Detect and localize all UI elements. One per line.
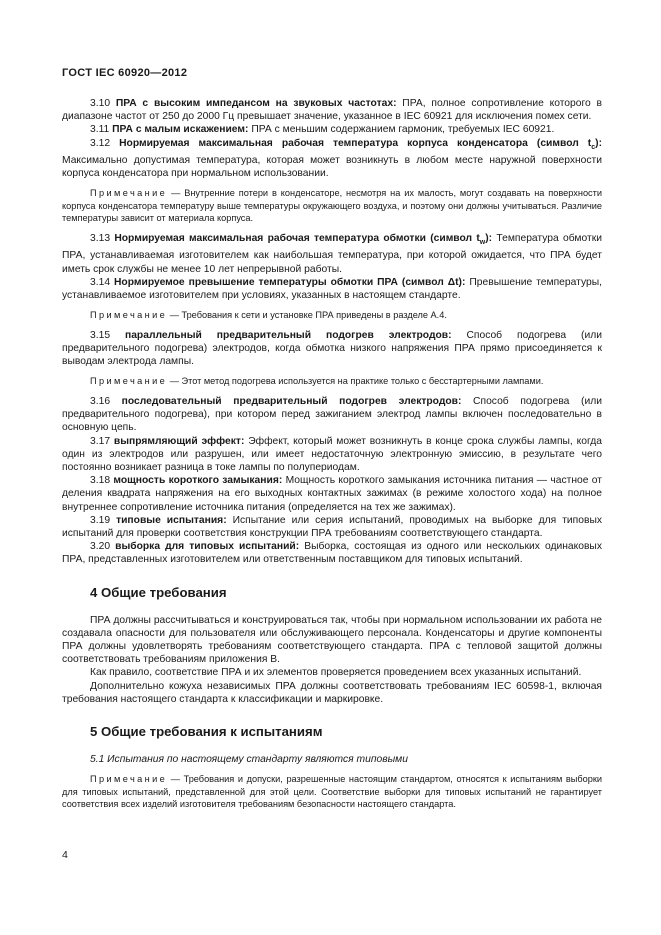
section-5-title: 5 Общие требования к испытаниям bbox=[90, 723, 323, 739]
note-5-1 bbox=[62, 773, 602, 811]
clause-3-14 bbox=[62, 276, 602, 302]
clause-number: 3.11 bbox=[90, 124, 110, 136]
clause-3-19 bbox=[62, 514, 602, 540]
clause-term: Нормируемая максимальная рабочая температура обмотки (символ $t_w$): bbox=[114, 233, 493, 247]
note-text: — Требования и допуски, разрешенные настоящим стандартом, относятся к испытаниям выборки для типовых испытаний, представленной для этой цели. Соответствие выборки для типовых испытаний не гарантирует соответствия всех изделий изготовителя требованиям безопасности настоящего стандарта. bbox=[62, 774, 602, 810]
note-3-15 bbox=[62, 375, 602, 388]
clause-term: Нормируемая максимальная рабочая температура корпуса конденсатора (символ $t_c$): bbox=[119, 137, 602, 151]
clause-text: ПРА с меньшим содержанием гармоник, требуемых IEC 60921. bbox=[248, 124, 555, 136]
clause-term: ПРА с высоким импедансом на звуковых частотах: bbox=[115, 98, 397, 109]
clause-3-12 bbox=[62, 137, 602, 181]
clause-text: Выборка, состоящая из одного или нескольких одинаковых ПРА, представленных изготовителем или ответственным поставщиком для типовых испытаний. bbox=[62, 541, 602, 566]
clause-3-15 bbox=[62, 329, 602, 369]
clause-3-20 bbox=[62, 540, 602, 566]
note-label: Примечание bbox=[90, 310, 168, 321]
page-number: 4 bbox=[62, 849, 68, 861]
clause-text: Максимально допустимая температура, которая может возникнуть в любом месте наружной поверхности корпуса конденсатора при нормальном использовании. bbox=[62, 154, 602, 180]
clause-term: типовые испытания: bbox=[116, 514, 227, 526]
clause-number: 3.18 bbox=[90, 475, 111, 487]
section-4-paragraph-3: Дополнительно кожуха независимых ПРА должны соответствовать требованиям IEC 60598-1, включая требования настоящего стандарта к классификации и маркировке. bbox=[62, 680, 602, 705]
clause-term: параллельный предварительный подогрев электродов: bbox=[124, 329, 452, 341]
clause-number: 3.15 bbox=[90, 329, 111, 341]
clause-number: 3.17 bbox=[90, 435, 111, 447]
section-4-paragraph-1: ПРА должны рассчитываться и конструироваться так, чтобы при нормальном использовании их работа не создавала опасности для пользователя или обслуживающего персонала. Конденсаторы и другие компоненты ПРА должны удовлетворять требованиям соответствующего стандарта. ПРА с тепловой защитой должны соответствовать требованиям приложения В. bbox=[62, 614, 602, 666]
clause-term: выборка для типовых испытаний: bbox=[115, 541, 300, 553]
clause-term: выпрямляющий эффект: bbox=[113, 435, 245, 447]
note-label: Примечание bbox=[90, 188, 168, 199]
clause-number: 3.19 bbox=[90, 514, 111, 526]
clause-3-11 bbox=[62, 123, 602, 136]
clause-term: Нормируемое превышение температуры обмотки ПРА (символ Δt): bbox=[114, 276, 466, 288]
document-body bbox=[62, 97, 602, 811]
clause-text: Мощность короткого замыкания источника питания — частное от деления квадрата напряжения на его выходных контактных зажимах (в режиме холостого хода) на полное внутреннее сопротивление источника питания (определяется на тех же зажимах). bbox=[62, 475, 602, 513]
note-label: Примечание bbox=[90, 376, 168, 387]
clause-3-17 bbox=[62, 435, 602, 475]
clause-number: 3.16 bbox=[90, 395, 111, 407]
clause-number: 3.13 bbox=[90, 233, 111, 245]
clause-text: Температура обмотки ПРА, устанавливаемая изготовителем как наибольшая температура, при которой ожидается, что ПРА будет иметь срок службы не менее 10 лет непрерывной работы. bbox=[62, 233, 602, 275]
clause-text: ПРА, полное сопротивление которого в диапазоне частот от 250 до 2000 Гц превышает значение, указанное в IEC 60921 для исключения помех сети. bbox=[62, 98, 602, 123]
note-text: — Требования к сети и установке ПРА приведены в разделе А.4. bbox=[167, 310, 447, 321]
clause-3-13 bbox=[62, 232, 602, 276]
note-text: — Внутренние потери в конденсаторе, несмотря на их малость, могут создавать на поверхности корпуса конденсатора температуру выше температуры окружающего воздуха, и поэтому они должны учитываться. Различие температуры зависит от материала корпуса. bbox=[62, 188, 602, 224]
clause-3-16 bbox=[62, 395, 602, 435]
clause-5-1: 5.1 Испытания по настоящему стандарту являются типовыми bbox=[90, 753, 408, 765]
clause-text: Способ подогрева (или предварительного подогрева), при котором перед зажиганием электрод лампы включен последовательно в основную цепь. bbox=[62, 395, 602, 434]
clause-text: Способ подогрева (или предварительного подогрева) электродов, когда обмотка низкого напряжения ПРА прямо присоединяется к выводам электрода лампы. bbox=[62, 329, 602, 368]
note-3-12 bbox=[62, 187, 602, 225]
clause-text: Превышение температуры, устанавливаемое изготовителем при условиях, указанных в настоящем стандарте. bbox=[62, 276, 602, 301]
clause-number: 3.10 bbox=[90, 98, 111, 109]
clause-3-10 bbox=[62, 97, 602, 123]
clause-number: 3.14 bbox=[90, 276, 111, 288]
section-4-paragraph-2: Как правило, соответствие ПРА и их элементов проверяется проведением всех указанных испытаний. bbox=[90, 667, 582, 679]
clause-3-18 bbox=[62, 474, 602, 514]
note-3-14 bbox=[62, 309, 602, 322]
standard-header: ГОСТ IEC 60920—2012 bbox=[62, 67, 188, 79]
clause-text: Испытание или серия испытаний, проводимых на выборке для типовых испытаний для проверки соответствия конструкции ПРА требованиям соответствующего стандарта. bbox=[62, 514, 602, 539]
section-4-title: 4 Общие требования bbox=[90, 584, 227, 600]
clause-term: мощность короткого замыкания: bbox=[113, 475, 283, 487]
note-label: Примечание bbox=[90, 774, 168, 785]
clause-number: 3.12 bbox=[90, 137, 111, 149]
clause-number: 3.20 bbox=[90, 541, 111, 553]
clause-term: ПРА с малым искажением: bbox=[112, 124, 249, 136]
clause-term: последовательный предварительный подогрев электродов: bbox=[121, 395, 462, 407]
note-text: — Этот метод подогрева используется на практике только с бесстартерными лампами. bbox=[167, 376, 544, 387]
clause-text: Эффект, который может возникнуть в конце срока службы лампы, когда один из электродов или разрушен, или имеет недостаточную электронную эмиссию, в результате чего постоянно возникает разница в токе лампы по полупериодам. bbox=[62, 435, 602, 473]
